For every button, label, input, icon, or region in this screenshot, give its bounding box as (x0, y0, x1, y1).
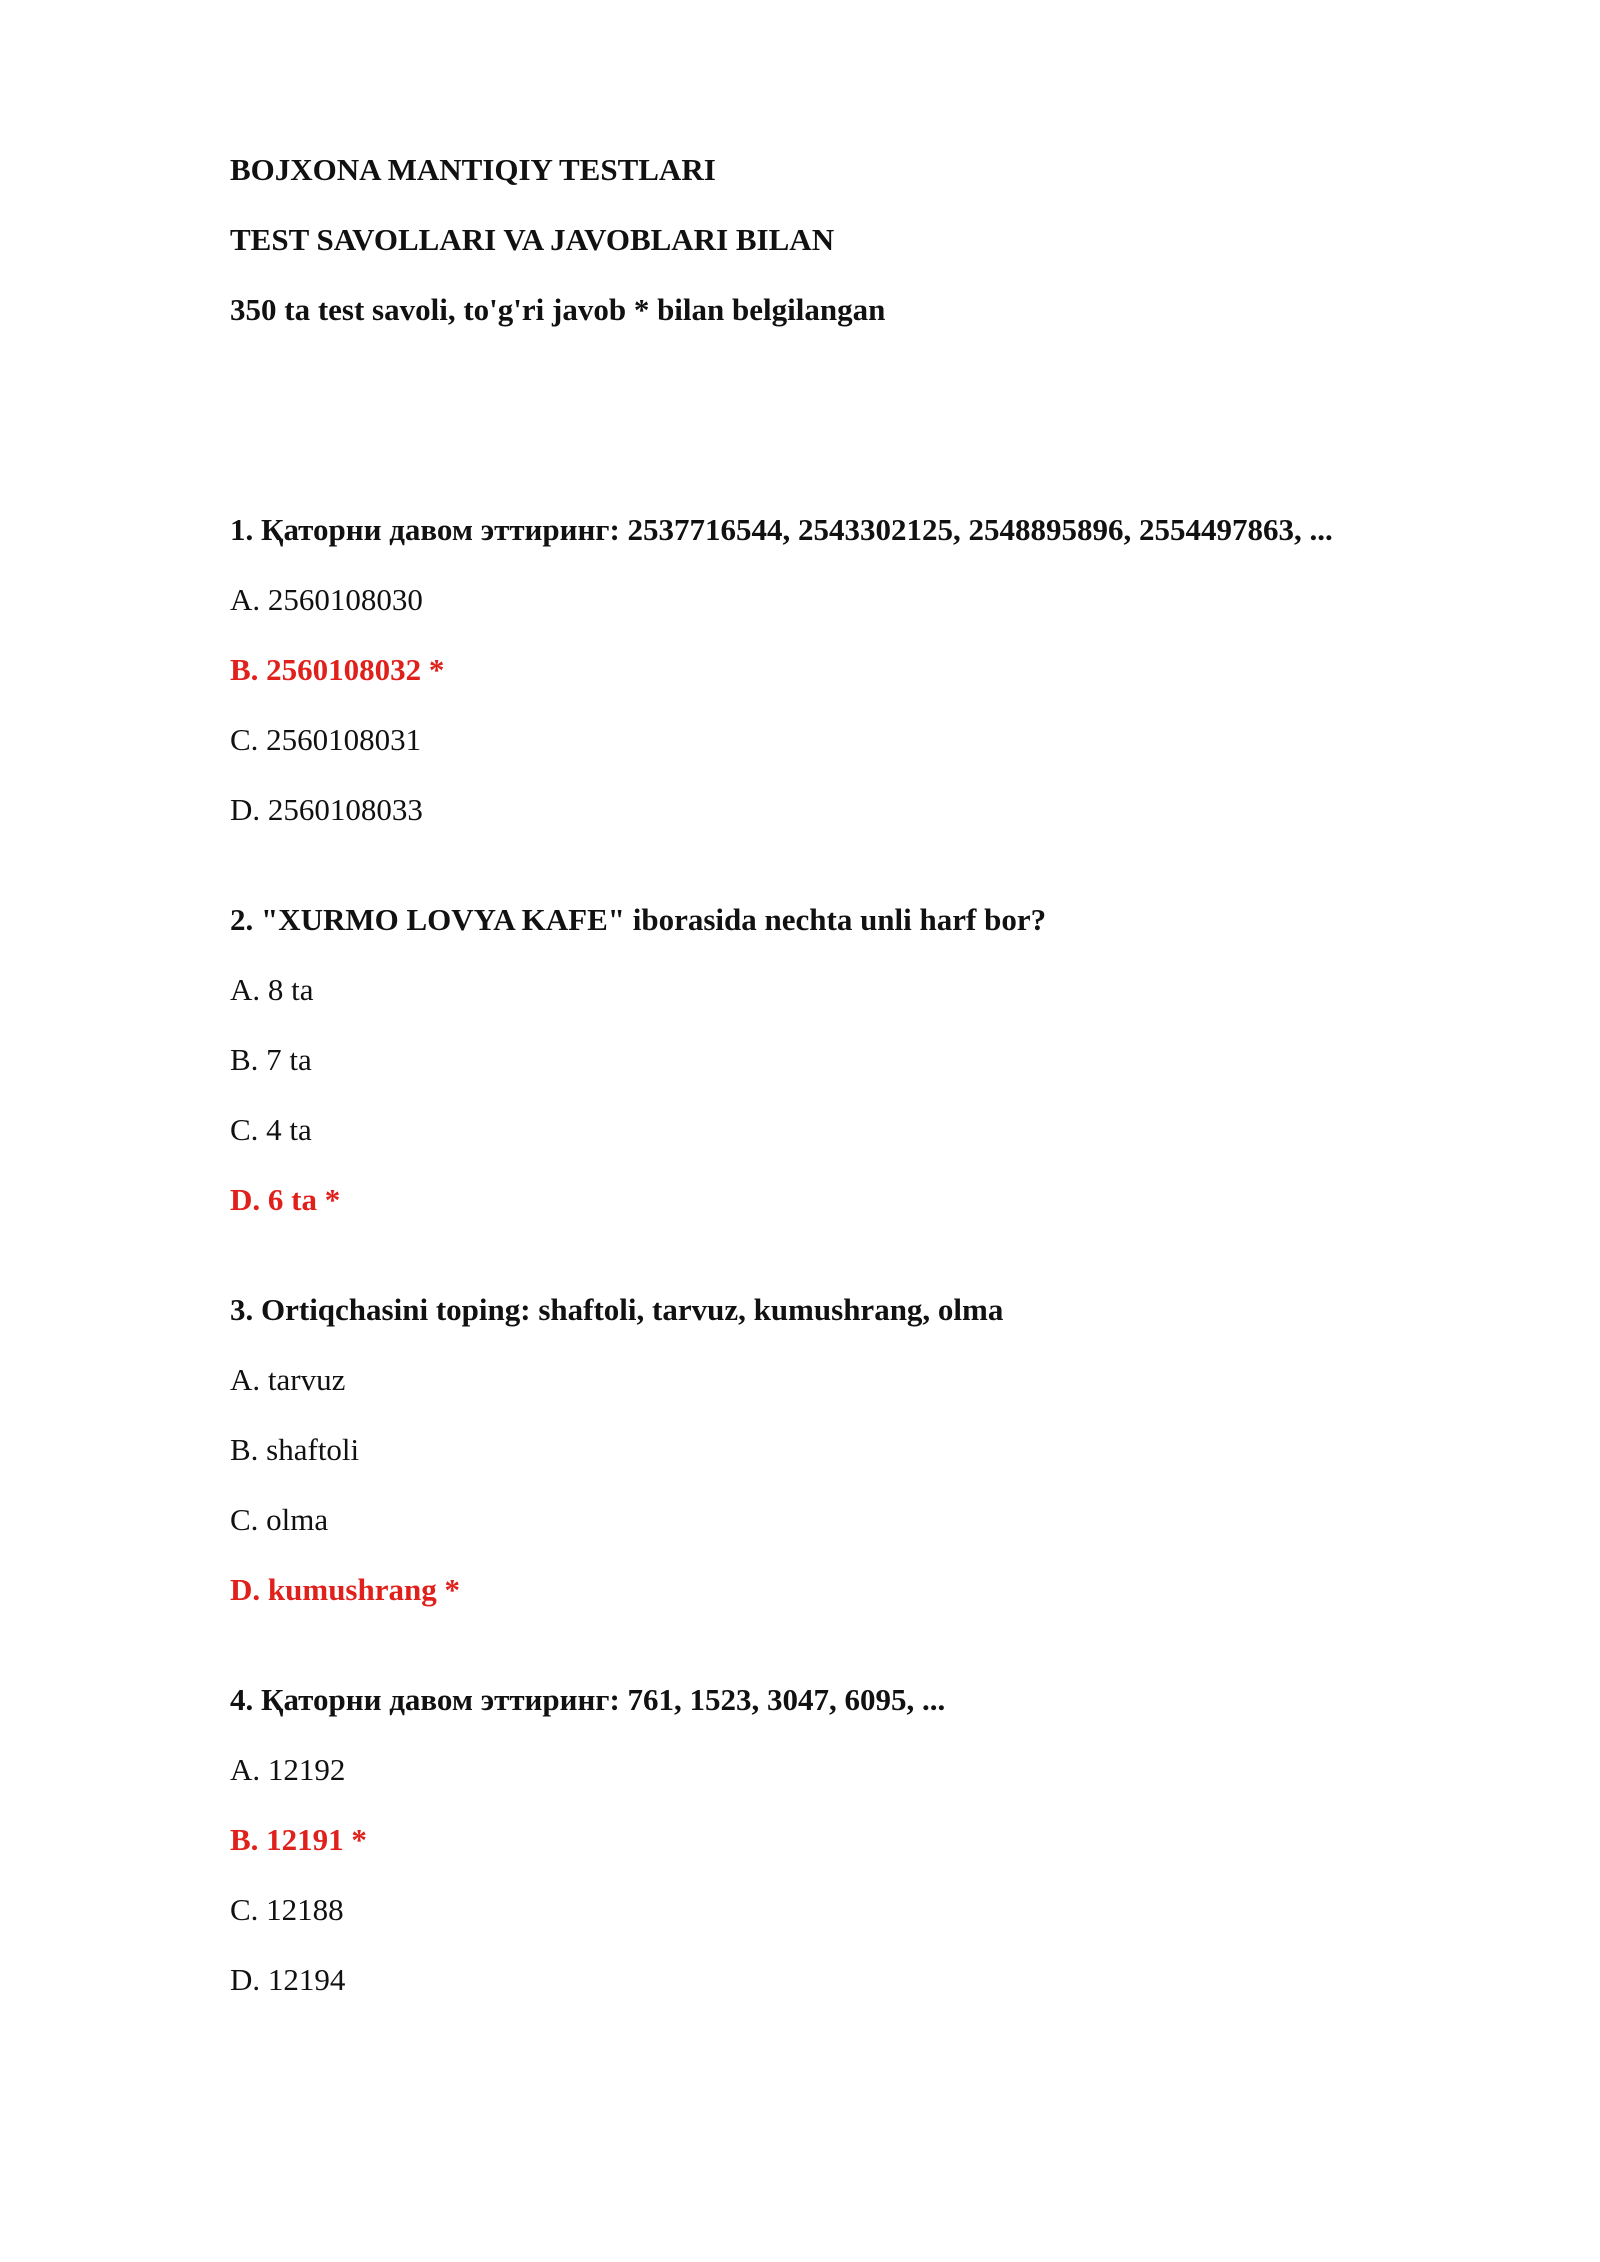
header-spacer (230, 360, 1600, 510)
option-a: A. 12192 (230, 1752, 346, 1787)
option-d-correct: D. kumushrang * (230, 1572, 460, 1607)
document-note: 350 ta test savoli, to'g'ri javob * bilan belgilangan (230, 292, 886, 327)
question-text: 2. "XURMO LOVYA KAFE" iborasida nechta unli harf bor? (230, 902, 1047, 937)
option-d: D. 2560108033 (230, 792, 423, 827)
option-c: C. 2560108031 (230, 722, 422, 757)
question-2 (230, 900, 1600, 1220)
document-subtitle: TEST SAVOLLARI VA JAVOBLARI BILAN (230, 222, 835, 257)
option-a: A. 2560108030 (230, 582, 423, 617)
option-b-correct: B. 12191 * (230, 1822, 367, 1857)
question-1 (230, 510, 1600, 830)
question-text: 4. Қаторни давом эттиринг: 761, 1523, 3047, 6095, ... (230, 1682, 946, 1717)
option-d: D. 12194 (230, 1962, 346, 1997)
question-3 (230, 1290, 1600, 1610)
option-b-correct: B. 2560108032 * (230, 652, 445, 687)
option-a: A. tarvuz (230, 1362, 346, 1397)
question-text: 3. Ortiqchasini toping: shaftoli, tarvuz, kumushrang, olma (230, 1292, 1004, 1327)
document-title: BOJXONA MANTIQIY TESTLARI (230, 152, 716, 187)
option-c: C. olma (230, 1502, 329, 1537)
question-4 (230, 1680, 1600, 2000)
option-d-correct: D. 6 ta * (230, 1182, 341, 1217)
option-b: B. 7 ta (230, 1042, 312, 1077)
option-a: A. 8 ta (230, 972, 314, 1007)
option-c: C. 4 ta (230, 1112, 312, 1147)
option-b: B. shaftoli (230, 1432, 360, 1467)
question-text: 1. Қаторни давом эттиринг: 2537716544, 2543302125, 2548895896, 2554497863, ... (230, 512, 1333, 547)
option-c: C. 12188 (230, 1892, 344, 1927)
